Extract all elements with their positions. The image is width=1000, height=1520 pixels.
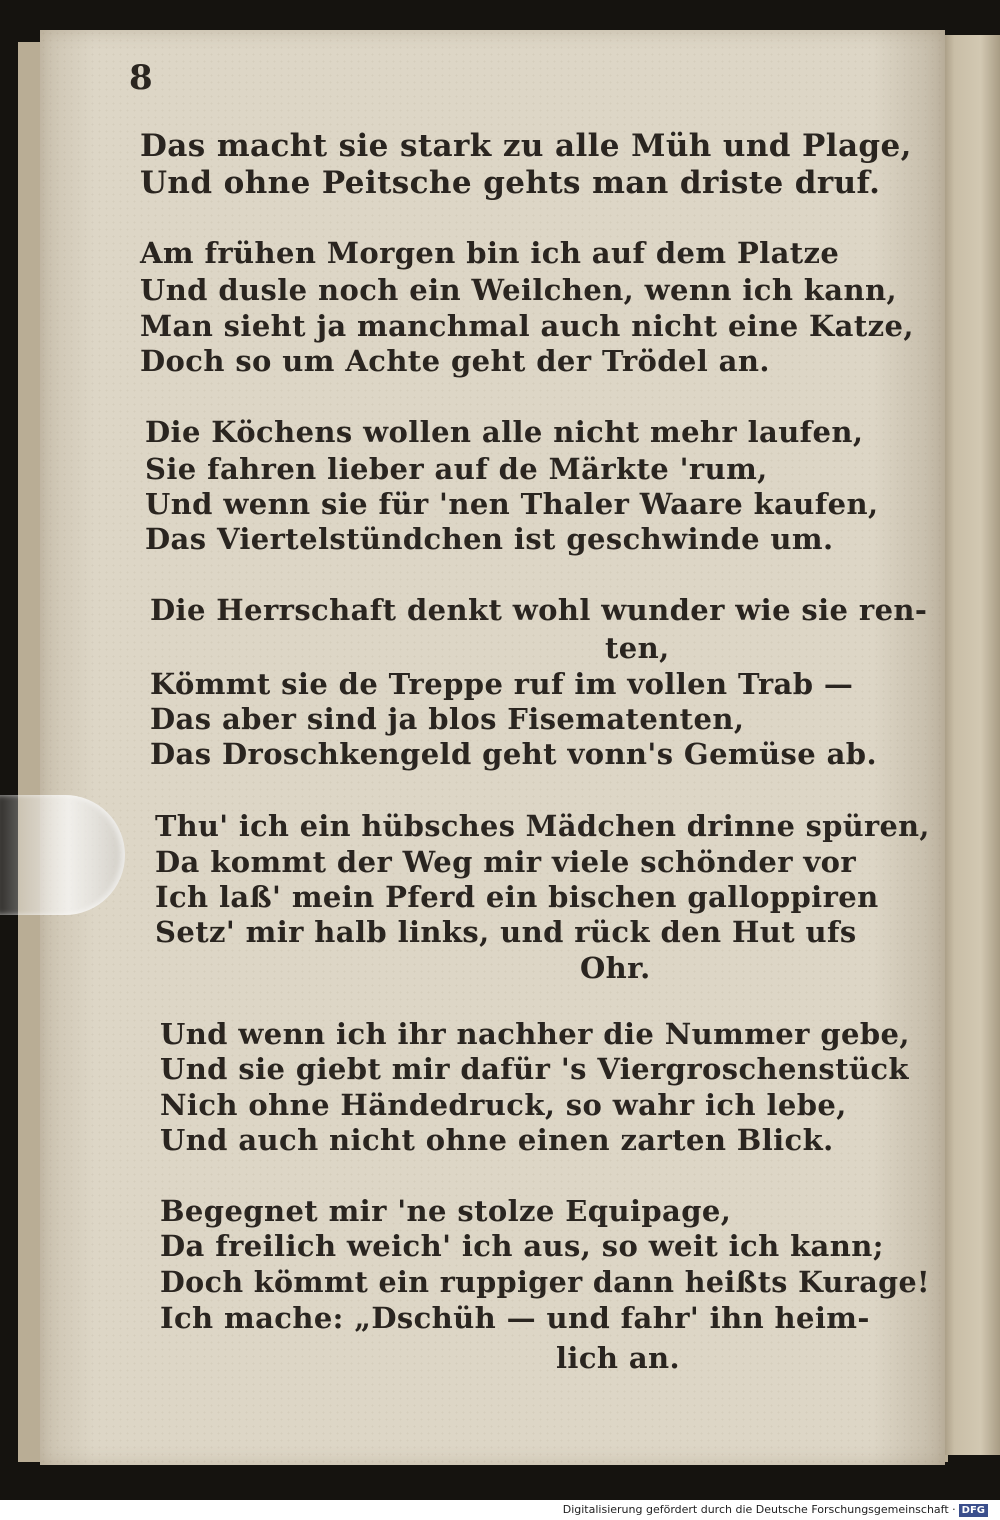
verse-line: Ich laß' mein Pferd ein bischen galloppiren bbox=[155, 880, 879, 914]
funding-text: Digitalisierung gefördert durch die Deutsche Forschungsgemeinschaft · bbox=[562, 1503, 956, 1516]
verse-line: Und wenn ich ihr nachher die Nummer gebe, bbox=[160, 1017, 910, 1051]
verse-line: Das Droschkengeld geht vonn's Gemüse ab. bbox=[150, 737, 877, 771]
funding-footer bbox=[559, 1502, 992, 1518]
page-clip bbox=[0, 795, 125, 915]
verse-line: Das Viertelstündchen ist geschwinde um. bbox=[145, 522, 834, 556]
verse-line: Ohr. bbox=[580, 951, 651, 985]
verse-line: lich an. bbox=[556, 1341, 681, 1375]
verse-line: Und wenn sie für 'nen Thaler Waare kaufen, bbox=[145, 487, 879, 521]
verse-line: Und dusle noch ein Weilchen, wenn ich kann, bbox=[140, 273, 897, 307]
verse-line: Und ohne Peitsche gehts man driste druf. bbox=[140, 165, 881, 201]
verse-line: Ich mache: „Dschüh — und fahr' ihn heim- bbox=[160, 1301, 870, 1335]
verse-line: Das aber sind ja blos Fisematenten, bbox=[150, 702, 745, 736]
verse-line: Doch so um Achte geht der Trödel an. bbox=[140, 344, 770, 378]
verse-line: Und auch nicht ohne einen zarten Blick. bbox=[160, 1123, 834, 1157]
verse-line: Setz' mir halb links, und rück den Hut ufs bbox=[155, 915, 857, 949]
verse-line: Sie fahren lieber auf de Märkte 'rum, bbox=[145, 452, 768, 486]
verse-line: Thu' ich ein hübsches Mädchen drinne spüren, bbox=[155, 809, 930, 843]
page-number: 8 bbox=[129, 58, 153, 98]
verse-line: Da freilich weich' ich aus, so weit ich kann; bbox=[160, 1229, 884, 1263]
verse-line: Doch kömmt ein ruppiger dann heißts Kurage! bbox=[160, 1265, 930, 1299]
verse-line: Am frühen Morgen bin ich auf dem Platze bbox=[140, 236, 840, 270]
verse-line: Man sieht ja manchmal auch nicht eine Katze, bbox=[140, 309, 914, 343]
verse-line: Begegnet mir 'ne stolze Equipage, bbox=[160, 1194, 732, 1228]
verse-line: Die Herrschaft denkt wohl wunder wie sie ren- bbox=[150, 593, 928, 627]
verse-line: Da kommt der Weg mir viele schönder vor bbox=[155, 845, 857, 879]
dfg-logo: DFG bbox=[959, 1504, 988, 1517]
verse-line: Das macht sie stark zu alle Müh und Plage, bbox=[140, 128, 912, 164]
verse-line: Nich ohne Händedruck, so wahr ich lebe, bbox=[160, 1088, 847, 1122]
verse-line: Kömmt sie de Treppe ruf im vollen Trab — bbox=[150, 667, 854, 701]
verse-line: Und sie giebt mir dafür 's Viergroschenstück bbox=[160, 1052, 909, 1086]
verse-line: ten, bbox=[605, 631, 670, 665]
verse-line: Die Köchens wollen alle nicht mehr laufen, bbox=[145, 415, 864, 449]
